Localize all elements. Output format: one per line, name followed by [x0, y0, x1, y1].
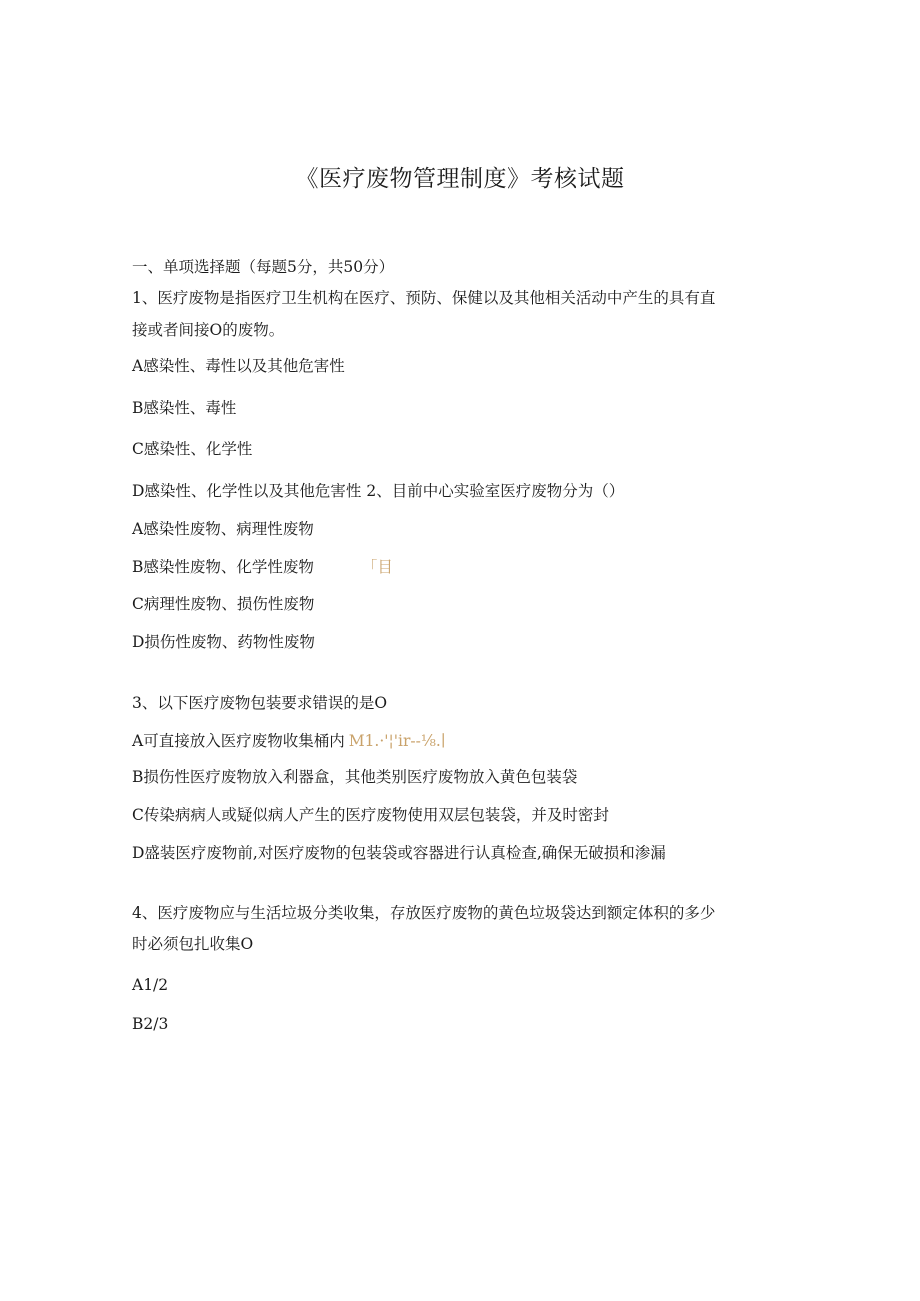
- question-1-option-b: B感染性、毒性: [132, 399, 237, 417]
- section-header: 一、单项选择题（每题5分，共50分）: [132, 258, 395, 276]
- question-2-option-d: D损伤性废物、药物性废物: [132, 633, 315, 651]
- question-3-option-a: [132, 731, 445, 751]
- question-1-option-a: A感染性、毒性以及其他危害性: [132, 357, 345, 375]
- question-2-option-b-text: B感染性废物、化学性废物: [132, 558, 314, 576]
- question-4-option-a: A1/2: [132, 976, 169, 994]
- question-3-option-d: D盛装医疗废物前,对医疗废物的包装袋或容器进行认真检查,确保无破损和渗漏: [132, 844, 666, 862]
- question-1-stem-line-1: 1、医疗废物是指医疗卫生机构在医疗、预防、保健以及其他相关活动中产生的具有直: [132, 289, 716, 307]
- page-title: 《医疗废物管理制度》考核试题: [295, 166, 625, 192]
- question-3-stem: 3、以下医疗废物包装要求错误的是O: [132, 694, 388, 712]
- question-3-option-a-text: A可直接放入医疗废物收集桶内: [132, 732, 345, 750]
- question-4-stem-line-2: 时必须包扎收集O: [132, 935, 254, 953]
- scan-artifact-mark: M1.·'¦'ir--⅛.∣: [348, 732, 446, 750]
- question-2-option-a: A感染性废物、病理性废物: [132, 520, 314, 538]
- question-3-option-b: B损伤性医疗废物放入利器盒，其他类别医疗废物放入黄色包装袋: [132, 768, 578, 786]
- question-3-option-c: C传染病病人或疑似病人产生的医疗废物使用双层包装袋，并及时密封: [132, 806, 609, 824]
- question-1-option-d-and-question-2-stem: D感染性、化学性以及其他危害性 2、目前中心实验室医疗废物分为（）: [132, 482, 625, 500]
- question-2-option-b: [132, 557, 393, 577]
- question-4-option-b: B2/3: [132, 1015, 169, 1033]
- question-1-option-c: C感染性、化学性: [132, 440, 253, 458]
- question-1-stem-line-2: 接或者间接O的废物。: [132, 321, 285, 339]
- scan-artifact-mark: 「目: [361, 558, 393, 576]
- question-4-stem-line-1: 4、医疗废物应与生活垃圾分类收集，存放医疗废物的黄色垃圾袋达到额定体积的多少: [132, 904, 716, 922]
- question-2-option-c: C病理性废物、损伤性废物: [132, 595, 315, 613]
